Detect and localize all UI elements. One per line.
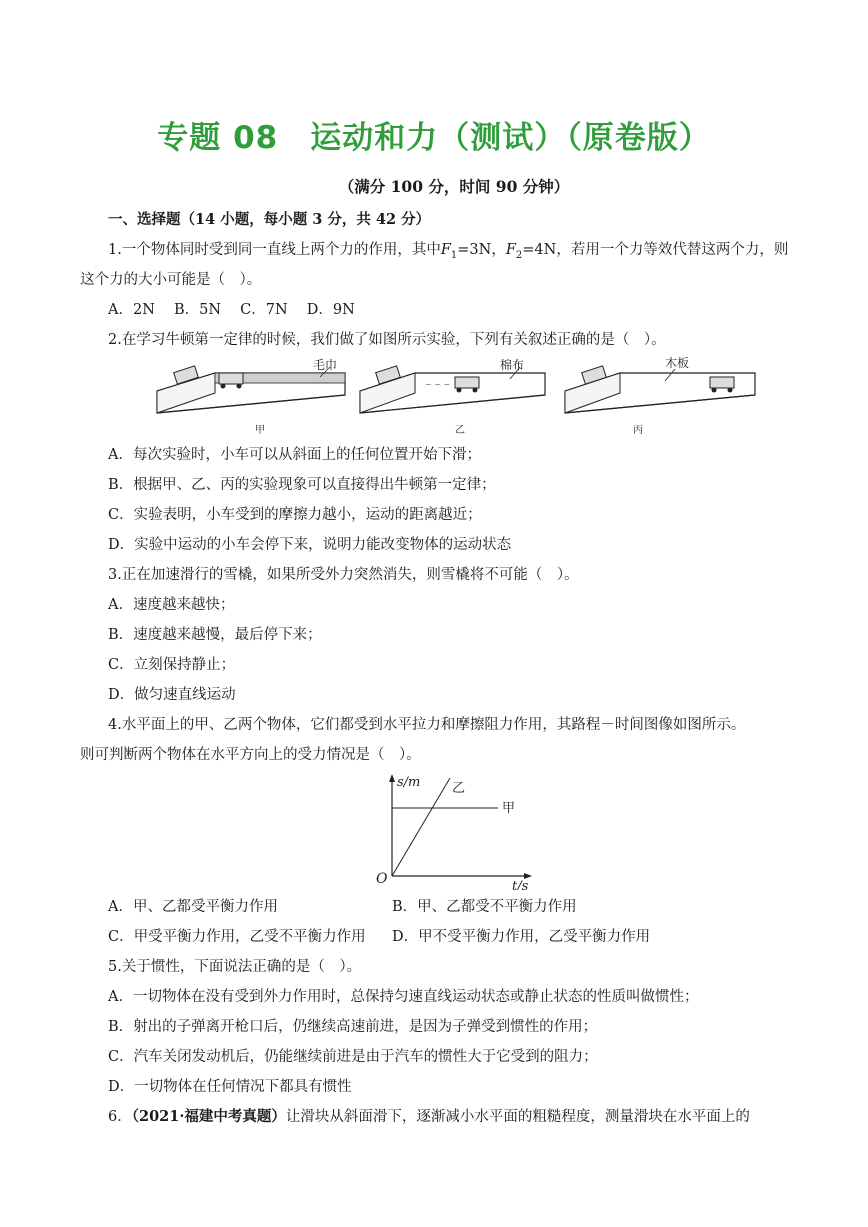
label-yi: 乙 (452, 781, 466, 796)
q3-stem: 3.正在加速滑行的雪橇，如果所受外力突然消失，则雪橇将不可能（ ）。 (108, 567, 579, 583)
y-axis-label: s/m (397, 775, 421, 790)
q5-option-c: C．汽车关闭发动机后，仍能继续前进是由于汽车的惯性大于它受到的阻力； (108, 1049, 598, 1065)
q5-stem: 5.关于惯性，下面说法正确的是（ ）。 (108, 959, 362, 975)
q5-option-a: A．一切物体在没有受到外力作用时，总保持匀速直线运动状态或静止状态的性质叫做惯性； (108, 989, 699, 1005)
label-cotton: 棉布 (500, 358, 525, 372)
q3-option-d: D．做匀速直线运动 (108, 687, 236, 703)
q4-st-graph (370, 770, 540, 890)
q6-source: （2021·福建中考真题） (131, 1108, 286, 1125)
label-jia: 甲 (502, 801, 516, 816)
q1-options: A．2N B．5N C．7N D．9N (108, 302, 355, 318)
q1-stem-line1: 1.一个物体同时受到同一直线上两个力的作用，其中$F_1=3N$，$F_2=4N$，若用一个力等效代替这两个力，则 (108, 242, 789, 261)
q2-option-d: D．实验中运动的小车会停下来，说明力能改变物体的运动状态 (108, 537, 512, 553)
q4-option-a: A．甲、乙都受平衡力作用 (108, 899, 278, 915)
q6-stem: 6．（2021·福建中考真题）让滑块从斜面滑下，逐渐减小水平面的粗糙程度，测量滑块在水平面上的 (108, 1108, 750, 1125)
x-axis-label: t/s (512, 879, 529, 890)
line-yi (392, 778, 450, 876)
q4-stem-line2: 则可判断两个物体在水平方向上的受力情况是（ ）。 (80, 747, 421, 763)
label-wood: 木板 (665, 356, 690, 370)
q4-option-d: D．甲不受平衡力作用，乙受平衡力作用 (392, 929, 651, 945)
q2-option-a: A．每次实验时，小车可以从斜面上的任何位置开始下滑； (108, 447, 481, 463)
svg-text:~ ~ ~: ~ ~ ~ (425, 380, 451, 389)
q3-option-b: B．速度越来越慢，最后停下来； (108, 627, 322, 643)
origin-label: O (376, 871, 388, 887)
score-time-note: （满分 100 分，时间 90 分钟） (338, 177, 570, 196)
q2-option-c: C．实验表明，小车受到的摩擦力越小，运动的距离越近； (108, 507, 482, 523)
q2-experiment-figure (155, 355, 775, 437)
q4-stem-line1: 4.水平面上的甲、乙两个物体，它们都受到水平拉力和摩擦阻力作用，其路程－时间图像如图所示。 (108, 717, 746, 733)
q1-stem-line2: 这个力的大小可能是（ ）。 (80, 272, 262, 288)
section-heading: 一、选择题（14 小题，每小题 3 分，共 42 分） (108, 211, 431, 228)
q4-option-b: B．甲、乙都受不平衡力作用 (392, 899, 577, 915)
caption-jia: 甲 (255, 425, 265, 436)
y-axis-arrow (389, 774, 395, 782)
q3-option-a: A．速度越来越快； (108, 597, 235, 613)
page-title: 专题 08 运动和力（测试）（原卷版） (157, 120, 711, 156)
track-wood (565, 366, 755, 413)
caption-bing: 丙 (633, 425, 643, 436)
q3-option-c: C．立刻保持静止； (108, 657, 236, 673)
caption-yi: 乙 (455, 425, 465, 436)
q2-option-b: B．根据甲、乙、丙的实验现象可以直接得出牛顿第一定律； (108, 477, 496, 493)
q5-option-b: B．射出的子弹离开枪口后，仍继续高速前进，是因为子弹受到惯性的作用； (108, 1019, 598, 1035)
q4-option-c: C．甲受平衡力作用，乙受不平衡力作用 (108, 929, 366, 945)
q5-option-d: D．一切物体在任何情况下都具有惯性 (108, 1079, 352, 1095)
label-towel: 毛巾 (313, 358, 338, 372)
track-towel (157, 366, 345, 413)
q2-stem: 2.在学习牛顿第一定律的时候，我们做了如图所示实验，下列有关叙述正确的是（ ）。 (108, 332, 666, 348)
track-cotton (360, 366, 545, 413)
